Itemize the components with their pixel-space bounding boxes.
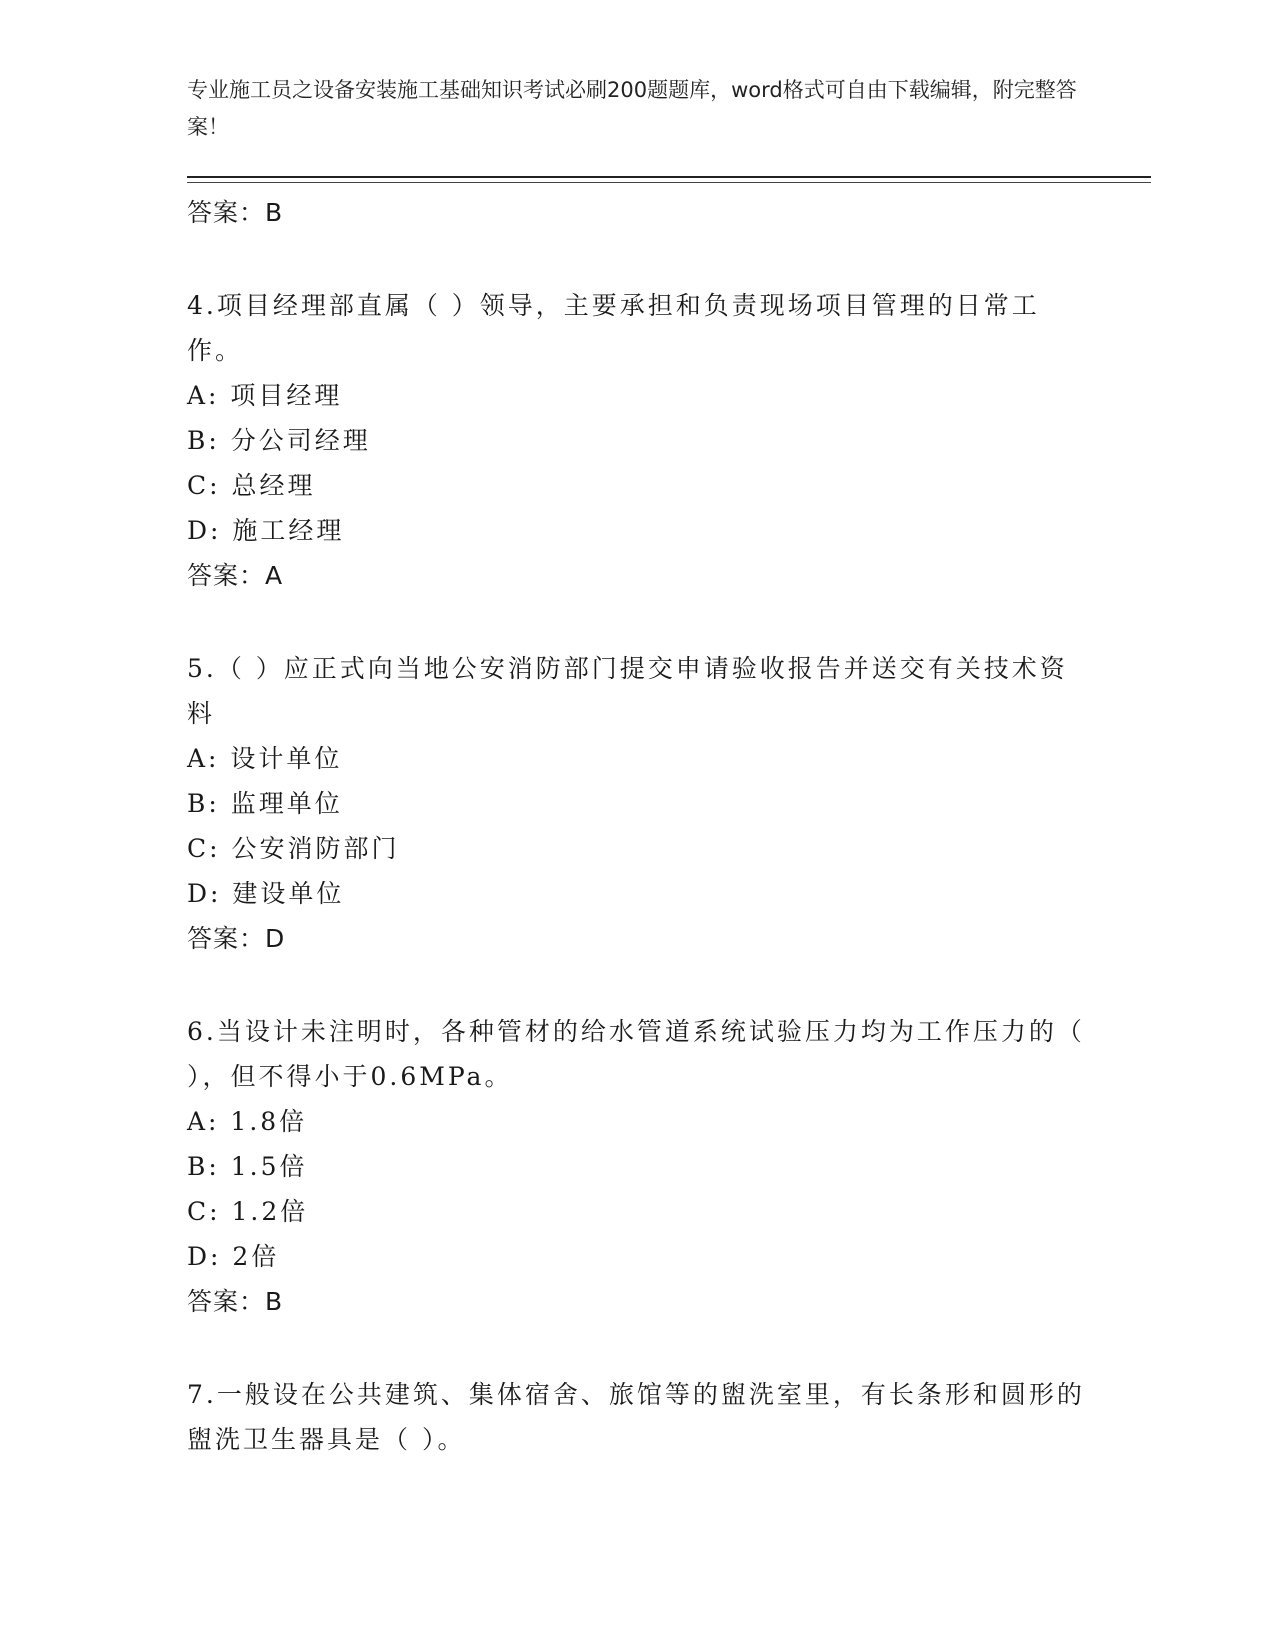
option-b: B: 监理单位 bbox=[187, 789, 343, 818]
question-stem: 5.（ ）应正式向当地公安消防部门提交申请验收报告并送交有关技术资料 bbox=[187, 654, 1068, 728]
answer-line: 答案：B bbox=[187, 1287, 284, 1316]
question-stem: 7.一般设在公共建筑、集体宿舍、旅馆等的盥洗室里，有长条形和圆形的盥洗卫生器具是（ ）。 bbox=[187, 1380, 1085, 1454]
question-7 bbox=[187, 1372, 1087, 1462]
option-a: A: 1.8倍 bbox=[187, 1107, 308, 1136]
answer-line: 答案：B bbox=[187, 198, 284, 227]
option-c: C: 公安消防部门 bbox=[187, 834, 400, 863]
option-d: D: 建设单位 bbox=[187, 879, 345, 908]
answer-line: 答案：D bbox=[187, 924, 286, 953]
question-stem: 4.项目经理部直属（ ）领导，主要承担和负责现场项目管理的日常工作。 bbox=[187, 291, 1040, 365]
option-b: B: 1.5倍 bbox=[187, 1152, 308, 1181]
question-4 bbox=[187, 283, 1087, 598]
answer-line: 答案：A bbox=[187, 561, 284, 590]
option-a: A: 设计单位 bbox=[187, 744, 343, 773]
question-5 bbox=[187, 646, 1087, 961]
option-c: C: 总经理 bbox=[187, 471, 316, 500]
question-6 bbox=[187, 1009, 1087, 1324]
header-rule-thick bbox=[187, 176, 1151, 178]
page-header: 专业施工员之设备安装施工基础知识考试必刷200题题库，word格式可自由下载编辑，附完整答案！ bbox=[187, 78, 1077, 139]
question-stem: 6.当设计未注明时，各种管材的给水管道系统试验压力均为工作压力的（ ），但不得小于0.6MPa。 bbox=[187, 1017, 1085, 1091]
option-d: D: 施工经理 bbox=[187, 516, 345, 545]
document-body bbox=[187, 190, 1087, 1462]
option-d: D: 2倍 bbox=[187, 1242, 280, 1271]
option-c: C: 1.2倍 bbox=[187, 1197, 309, 1226]
header-rule-thin bbox=[187, 182, 1151, 183]
option-a: A: 项目经理 bbox=[187, 381, 343, 410]
option-b: B: 分公司经理 bbox=[187, 426, 371, 455]
